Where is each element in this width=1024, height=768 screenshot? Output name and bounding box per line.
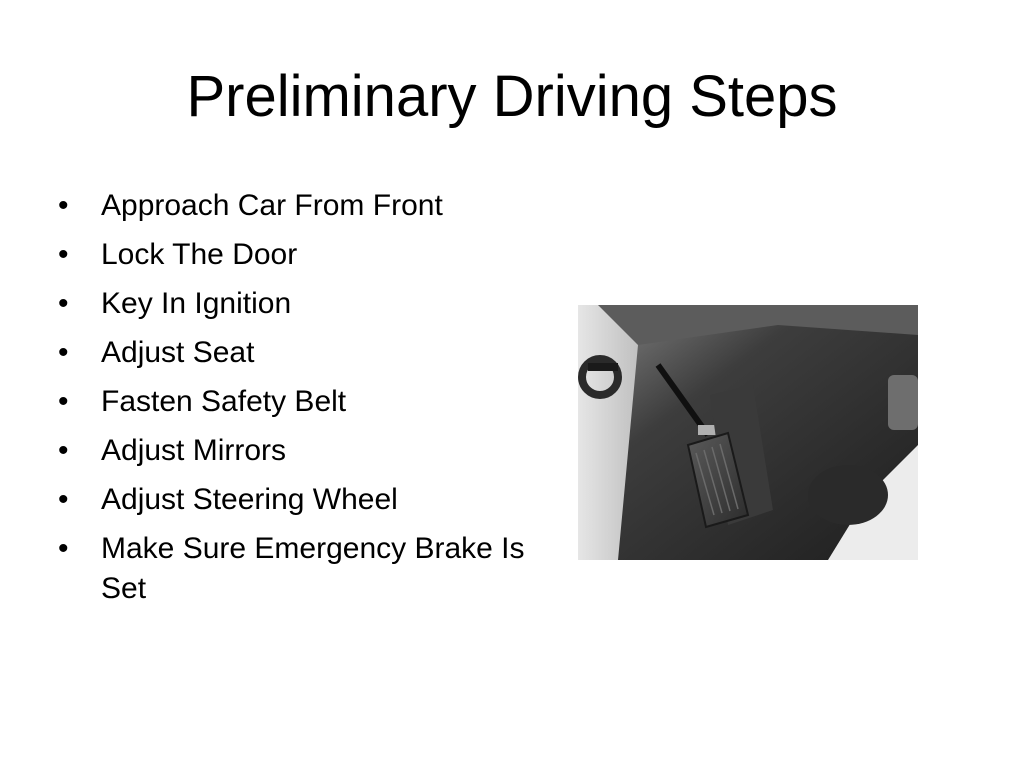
bullet-item <box>58 235 528 275</box>
bullet-item <box>58 480 528 520</box>
bullet-text: Make Sure Emergency Brake Is Set <box>101 532 525 605</box>
bullet-icon: • <box>58 483 69 516</box>
bullet-item <box>58 382 528 422</box>
bullet-icon: • <box>58 434 69 467</box>
bullet-item <box>58 186 528 226</box>
bullet-icon: • <box>58 532 69 565</box>
bullet-text: Fasten Safety Belt <box>101 385 347 418</box>
emergency-brake-pedal-photo <box>578 305 918 560</box>
bullet-list <box>58 186 528 618</box>
bullet-text: Key In Ignition <box>101 287 292 320</box>
bullet-icon: • <box>58 238 69 271</box>
slide-title: Preliminary Driving Steps <box>186 64 838 129</box>
bullet-item <box>58 284 528 324</box>
steering-column-bar <box>588 363 618 371</box>
bullet-text: Adjust Seat <box>101 336 255 369</box>
bullet-icon: • <box>58 287 69 320</box>
bullet-text: Adjust Steering Wheel <box>101 483 398 516</box>
brake-pedal-shape <box>888 375 918 430</box>
bullet-text: Lock The Door <box>101 238 298 271</box>
bullet-text: Approach Car From Front <box>101 189 443 222</box>
pedal-hinge-shape <box>698 425 716 435</box>
bullet-icon: • <box>58 385 69 418</box>
floor-mat-shape <box>808 465 888 525</box>
bullet-item <box>58 431 528 471</box>
bullet-item <box>58 333 528 373</box>
bullet-text: Adjust Mirrors <box>101 434 287 467</box>
bullet-item <box>58 529 528 609</box>
bullet-icon: • <box>58 336 69 369</box>
pedal-photo-illustration <box>578 305 918 560</box>
bullet-icon: • <box>58 189 69 222</box>
